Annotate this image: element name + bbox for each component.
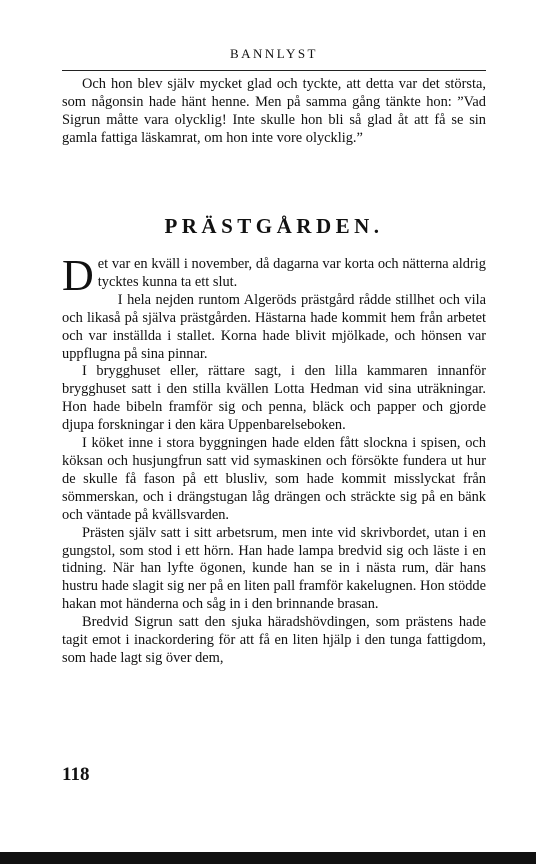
chapter-title: PRÄSTGÅRDEN. [164,214,384,238]
header-rule [62,70,486,71]
continuation-text [62,76,486,148]
drop-cap: D [62,251,94,300]
paragraph: I köket inne i stora byggningen hade elden fått slockna i spisen, och köksan och husjungfrun satt vid symaskinen och försökte fundera ut hur de skulle få fason på ett blusliv, som hade kommit misslyckat från sömmerskan, och i drängstugan låg drängen och sträckte sig på en bänk och väntade på kvällsvarden. [62,435,486,523]
page-number: 118 [62,764,90,785]
paragraph: Och hon blev själv mycket glad och tyckte, att detta var det största, som någonsin hade hänt henne. Men på samma gång tänkte hon: ”Vad Sigrun måtte vara olycklig! Inte skulle hon bli så glad åt att få se sin gamla fattiga läskamrat, om hon inte vore olycklig.” [62,76,486,146]
paragraph: Prästen själv satt i sitt arbetsrum, men inte vid skrivbordet, utan i en gungstol, som stod i ett hörn. Han hade lampa bredvid sig och läste i en tidning. När han lyfte ögonen, kunde han se in i nästa rum, där hans hustru hade slagit sig ner på en liten pall framför kakelugnen. Hon stödde hakan mot händerna och såg in i den brinnande brasan. [62,524,486,613]
paragraph: I brygghuset eller, rättare sagt, i den lilla kammaren innanför brygghuset satt i den stilla kvällen Lotta Hedman vid sina uträkningar. Hon hade bibeln framför sig och penna, bläck och papper och gjorde djupa forskningar i den kära Uppenbarelseboken. [62,363,486,434]
paragraph: I hela nejden runtom Algeröds prästgård rådde stillhet och vila och likaså på själva prästgården. Hästarna hade kommit hem från arbetet och var inställda i stallet. Korna hade blivit mjölkade, och hönsen var uppflugna på sina pinnar. [62,291,486,362]
opening-paragraph [62,251,486,300]
opening-paragraph-text: et var en kväll i november, då dagarna var korta och nätterna aldrig tycktes kunna ta ett slut. [97,256,486,290]
running-head: BANNLYST [229,46,319,61]
paragraph: Bredvid Sigrun satt den sjuka häradshövdingen, som prästens hade tagit emot i inackordering för att få en liten hjälp i den tunga fattigdom, som hade lagt sig över dem, [62,614,486,666]
chapter-body [62,251,486,668]
scan-bottom-edge [0,852,536,864]
